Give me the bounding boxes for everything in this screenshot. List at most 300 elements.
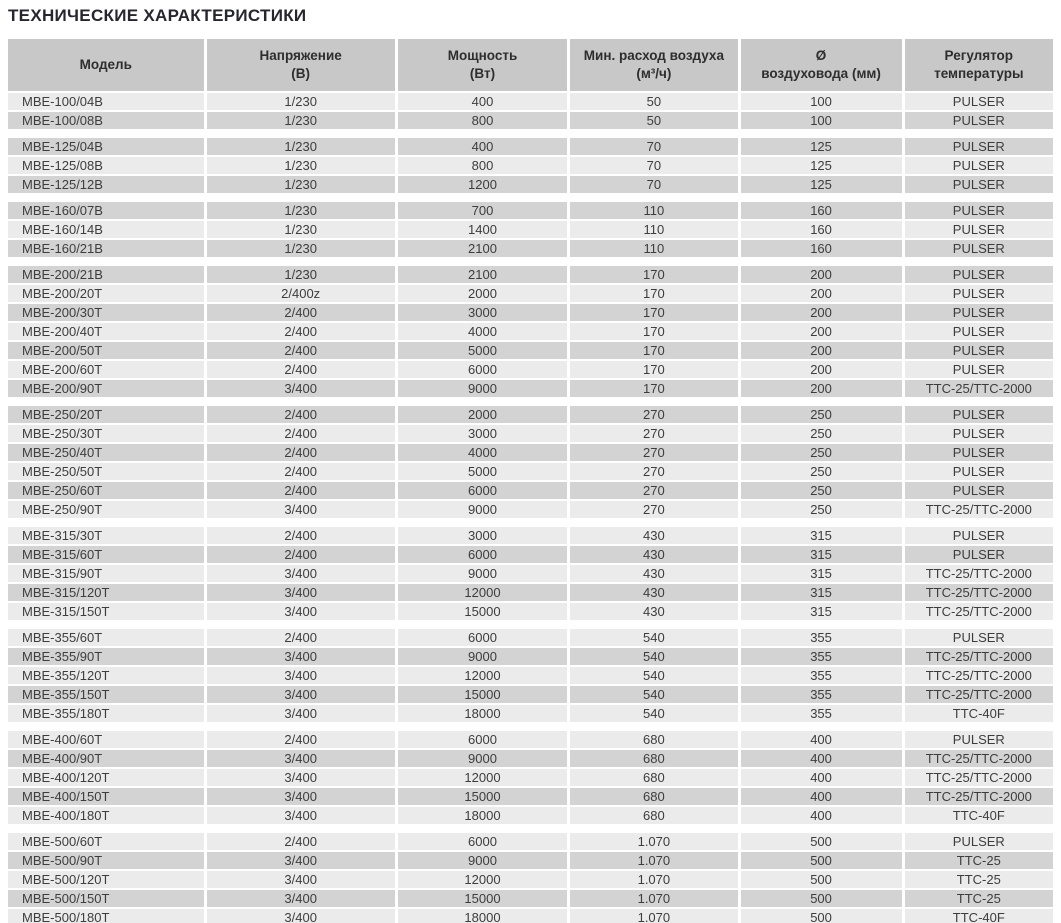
- group-separator: [8, 724, 1053, 731]
- group-separator: [8, 826, 1053, 833]
- table-row: [8, 527, 1053, 544]
- cell-power: 15000: [398, 788, 570, 805]
- cell-voltage: 2/400z: [207, 285, 398, 302]
- cell-duct-diameter: 400: [741, 769, 905, 786]
- cell-temp-regulator: PULSER: [905, 176, 1053, 193]
- cell-temp-regulator: TTC-25/TTC-2000: [905, 380, 1053, 397]
- cell-duct-diameter: 500: [741, 909, 905, 923]
- cell-power: 4000: [398, 444, 570, 461]
- cell-power: 4000: [398, 323, 570, 340]
- cell-model: MBE-400/90T: [8, 750, 207, 767]
- cell-power: 6000: [398, 361, 570, 378]
- table-row: [8, 852, 1053, 869]
- cell-model: MBE-250/50T: [8, 463, 207, 480]
- table-row: [8, 176, 1053, 193]
- cell-power: 5000: [398, 463, 570, 480]
- table-row: [8, 501, 1053, 518]
- table-row: [8, 603, 1053, 620]
- column-header-sublabel: (В): [291, 66, 311, 81]
- cell-model: MBE-250/20T: [8, 406, 207, 423]
- cell-model: MBE-160/14B: [8, 221, 207, 238]
- cell-model: MBE-200/50T: [8, 342, 207, 359]
- column-header-sublabel: (м³/ч): [636, 66, 672, 81]
- column-header-duct-diameter: [741, 39, 905, 91]
- cell-airflow: 270: [570, 444, 740, 461]
- cell-voltage: 1/230: [207, 221, 398, 238]
- cell-voltage: 2/400: [207, 304, 398, 321]
- cell-duct-diameter: 125: [741, 176, 905, 193]
- cell-voltage: 2/400: [207, 406, 398, 423]
- cell-airflow: 430: [570, 603, 740, 620]
- cell-voltage: 2/400: [207, 546, 398, 563]
- cell-temp-regulator: PULSER: [905, 425, 1053, 442]
- table-row: [8, 731, 1053, 748]
- group-separator: [8, 520, 1053, 527]
- cell-airflow: 430: [570, 527, 740, 544]
- cell-voltage: 3/400: [207, 788, 398, 805]
- cell-voltage: 3/400: [207, 667, 398, 684]
- cell-duct-diameter: 355: [741, 686, 905, 703]
- cell-model: MBE-500/60T: [8, 833, 207, 850]
- cell-duct-diameter: 100: [741, 112, 905, 129]
- cell-voltage: 3/400: [207, 852, 398, 869]
- cell-airflow: 170: [570, 342, 740, 359]
- cell-voltage: 2/400: [207, 629, 398, 646]
- table-row: [8, 871, 1053, 888]
- cell-airflow: 50: [570, 93, 740, 110]
- cell-duct-diameter: 200: [741, 266, 905, 283]
- cell-temp-regulator: PULSER: [905, 361, 1053, 378]
- cell-model: MBE-125/08B: [8, 157, 207, 174]
- cell-power: 9000: [398, 750, 570, 767]
- cell-duct-diameter: 400: [741, 807, 905, 824]
- cell-model: MBE-400/180T: [8, 807, 207, 824]
- cell-airflow: 270: [570, 482, 740, 499]
- cell-voltage: 2/400: [207, 482, 398, 499]
- cell-voltage: 3/400: [207, 501, 398, 518]
- cell-model: MBE-100/04B: [8, 93, 207, 110]
- cell-duct-diameter: 355: [741, 705, 905, 722]
- cell-model: MBE-315/90T: [8, 565, 207, 582]
- cell-temp-regulator: PULSER: [905, 444, 1053, 461]
- cell-duct-diameter: 250: [741, 425, 905, 442]
- column-header-airflow: [570, 39, 740, 91]
- cell-airflow: 680: [570, 769, 740, 786]
- cell-voltage: 1/230: [207, 266, 398, 283]
- cell-voltage: 3/400: [207, 380, 398, 397]
- cell-power: 2000: [398, 406, 570, 423]
- cell-duct-diameter: 400: [741, 750, 905, 767]
- cell-duct-diameter: 250: [741, 444, 905, 461]
- table-row: [8, 463, 1053, 480]
- cell-duct-diameter: 250: [741, 501, 905, 518]
- cell-power: 400: [398, 93, 570, 110]
- cell-airflow: 270: [570, 463, 740, 480]
- cell-airflow: 170: [570, 266, 740, 283]
- cell-temp-regulator: PULSER: [905, 527, 1053, 544]
- cell-airflow: 540: [570, 629, 740, 646]
- cell-power: 15000: [398, 603, 570, 620]
- cell-power: 18000: [398, 705, 570, 722]
- table-row: [8, 380, 1053, 397]
- cell-power: 9000: [398, 565, 570, 582]
- cell-voltage: 3/400: [207, 769, 398, 786]
- table-row: [8, 304, 1053, 321]
- cell-model: MBE-315/120T: [8, 584, 207, 601]
- cell-duct-diameter: 315: [741, 603, 905, 620]
- table-row: [8, 629, 1053, 646]
- cell-airflow: 170: [570, 361, 740, 378]
- table-row: [8, 890, 1053, 907]
- cell-airflow: 270: [570, 425, 740, 442]
- cell-temp-regulator: PULSER: [905, 546, 1053, 563]
- cell-power: 3000: [398, 304, 570, 321]
- cell-voltage: 1/230: [207, 93, 398, 110]
- cell-model: MBE-355/180T: [8, 705, 207, 722]
- cell-temp-regulator: PULSER: [905, 157, 1053, 174]
- table-row: [8, 444, 1053, 461]
- cell-duct-diameter: 100: [741, 93, 905, 110]
- cell-duct-diameter: 200: [741, 323, 905, 340]
- cell-model: MBE-400/120T: [8, 769, 207, 786]
- table-row: [8, 138, 1053, 155]
- page-title: ТЕХНИЧЕСКИЕ ХАРАКТЕРИСТИКИ: [8, 6, 307, 25]
- table-row: [8, 240, 1053, 257]
- cell-voltage: 2/400: [207, 425, 398, 442]
- cell-temp-regulator: PULSER: [905, 833, 1053, 850]
- cell-power: 6000: [398, 731, 570, 748]
- cell-model: MBE-100/08B: [8, 112, 207, 129]
- group-separator: [8, 622, 1053, 629]
- cell-power: 3000: [398, 425, 570, 442]
- cell-power: 1400: [398, 221, 570, 238]
- cell-duct-diameter: 125: [741, 138, 905, 155]
- cell-voltage: 3/400: [207, 686, 398, 703]
- cell-temp-regulator: TTC-25/TTC-2000: [905, 667, 1053, 684]
- table-row: [8, 406, 1053, 423]
- cell-airflow: 1.070: [570, 890, 740, 907]
- cell-model: MBE-200/90T: [8, 380, 207, 397]
- cell-airflow: 170: [570, 380, 740, 397]
- cell-airflow: 540: [570, 667, 740, 684]
- cell-temp-regulator: TTC-25/TTC-2000: [905, 750, 1053, 767]
- cell-temp-regulator: PULSER: [905, 323, 1053, 340]
- cell-airflow: 1.070: [570, 852, 740, 869]
- cell-temp-regulator: TTC-25/TTC-2000: [905, 501, 1053, 518]
- cell-duct-diameter: 355: [741, 648, 905, 665]
- cell-power: 6000: [398, 833, 570, 850]
- table-row: [8, 648, 1053, 665]
- table-header-row: [8, 39, 1053, 91]
- cell-temp-regulator: PULSER: [905, 266, 1053, 283]
- column-header-sublabel: (Вт): [469, 66, 496, 81]
- column-header-label: Ø: [815, 48, 827, 63]
- cell-duct-diameter: 315: [741, 527, 905, 544]
- table-row: [8, 266, 1053, 283]
- cell-model: MBE-200/21B: [8, 266, 207, 283]
- cell-temp-regulator: TTC-40F: [905, 807, 1053, 824]
- cell-model: MBE-200/40T: [8, 323, 207, 340]
- cell-power: 15000: [398, 686, 570, 703]
- table-row: [8, 157, 1053, 174]
- cell-temp-regulator: PULSER: [905, 304, 1053, 321]
- table-row: [8, 705, 1053, 722]
- cell-duct-diameter: 250: [741, 406, 905, 423]
- column-header-temp-regulator: [905, 39, 1053, 91]
- cell-temp-regulator: PULSER: [905, 342, 1053, 359]
- cell-power: 12000: [398, 871, 570, 888]
- table-row: [8, 342, 1053, 359]
- cell-voltage: 2/400: [207, 527, 398, 544]
- cell-voltage: 3/400: [207, 807, 398, 824]
- cell-power: 9000: [398, 501, 570, 518]
- column-header-sublabel: воздуховода (мм): [761, 66, 881, 81]
- cell-temp-regulator: PULSER: [905, 138, 1053, 155]
- cell-model: MBE-125/04B: [8, 138, 207, 155]
- cell-duct-diameter: 500: [741, 833, 905, 850]
- cell-power: 12000: [398, 584, 570, 601]
- cell-airflow: 680: [570, 750, 740, 767]
- cell-duct-diameter: 500: [741, 890, 905, 907]
- cell-model: MBE-250/30T: [8, 425, 207, 442]
- cell-voltage: 2/400: [207, 833, 398, 850]
- cell-voltage: 2/400: [207, 463, 398, 480]
- cell-duct-diameter: 500: [741, 852, 905, 869]
- cell-temp-regulator: TTC-25/TTC-2000: [905, 565, 1053, 582]
- cell-voltage: 2/400: [207, 361, 398, 378]
- cell-airflow: 430: [570, 565, 740, 582]
- cell-airflow: 170: [570, 323, 740, 340]
- cell-voltage: 1/230: [207, 240, 398, 257]
- cell-temp-regulator: TTC-25/TTC-2000: [905, 686, 1053, 703]
- table-row: [8, 425, 1053, 442]
- column-header-sublabel: температуры: [934, 66, 1024, 81]
- cell-duct-diameter: 500: [741, 871, 905, 888]
- table-row: [8, 686, 1053, 703]
- cell-airflow: 680: [570, 807, 740, 824]
- cell-duct-diameter: 160: [741, 202, 905, 219]
- cell-voltage: 2/400: [207, 444, 398, 461]
- cell-power: 18000: [398, 807, 570, 824]
- table-row: [8, 93, 1053, 110]
- table-row: [8, 584, 1053, 601]
- cell-model: MBE-400/60T: [8, 731, 207, 748]
- cell-duct-diameter: 200: [741, 285, 905, 302]
- table-row: [8, 565, 1053, 582]
- cell-airflow: 430: [570, 546, 740, 563]
- group-separator: [8, 131, 1053, 138]
- cell-power: 400: [398, 138, 570, 155]
- cell-model: MBE-355/60T: [8, 629, 207, 646]
- cell-voltage: 1/230: [207, 176, 398, 193]
- cell-duct-diameter: 125: [741, 157, 905, 174]
- cell-airflow: 170: [570, 285, 740, 302]
- cell-power: 3000: [398, 527, 570, 544]
- cell-temp-regulator: PULSER: [905, 482, 1053, 499]
- cell-model: MBE-200/60T: [8, 361, 207, 378]
- cell-temp-regulator: PULSER: [905, 112, 1053, 129]
- cell-airflow: 1.070: [570, 909, 740, 923]
- cell-airflow: 70: [570, 176, 740, 193]
- cell-voltage: 1/230: [207, 157, 398, 174]
- cell-model: MBE-400/150T: [8, 788, 207, 805]
- cell-duct-diameter: 315: [741, 565, 905, 582]
- cell-airflow: 270: [570, 406, 740, 423]
- cell-temp-regulator: TTC-40F: [905, 705, 1053, 722]
- cell-airflow: 70: [570, 157, 740, 174]
- cell-temp-regulator: PULSER: [905, 202, 1053, 219]
- column-header-label: Мощность: [447, 48, 518, 63]
- technical-specs-table: [8, 39, 1053, 923]
- column-header-label: Регулятор: [944, 48, 1014, 63]
- cell-airflow: 680: [570, 788, 740, 805]
- cell-temp-regulator: PULSER: [905, 463, 1053, 480]
- cell-power: 15000: [398, 890, 570, 907]
- column-header-label: Модель: [79, 57, 132, 72]
- cell-duct-diameter: 160: [741, 240, 905, 257]
- cell-voltage: 3/400: [207, 584, 398, 601]
- cell-duct-diameter: 400: [741, 788, 905, 805]
- cell-voltage: 1/230: [207, 202, 398, 219]
- table-row: [8, 833, 1053, 850]
- cell-power: 2100: [398, 266, 570, 283]
- cell-power: 9000: [398, 648, 570, 665]
- cell-power: 12000: [398, 667, 570, 684]
- cell-model: MBE-200/30T: [8, 304, 207, 321]
- cell-duct-diameter: 160: [741, 221, 905, 238]
- cell-airflow: 110: [570, 202, 740, 219]
- cell-airflow: 110: [570, 221, 740, 238]
- cell-temp-regulator: TTC-25: [905, 852, 1053, 869]
- column-header-label: Напряжение: [259, 48, 342, 63]
- cell-duct-diameter: 200: [741, 380, 905, 397]
- table-row: [8, 769, 1053, 786]
- cell-duct-diameter: 315: [741, 584, 905, 601]
- cell-temp-regulator: TTC-25/TTC-2000: [905, 584, 1053, 601]
- cell-model: MBE-200/20T: [8, 285, 207, 302]
- cell-voltage: 2/400: [207, 342, 398, 359]
- cell-voltage: 3/400: [207, 648, 398, 665]
- cell-voltage: 3/400: [207, 705, 398, 722]
- cell-temp-regulator: TTC-40F: [905, 909, 1053, 923]
- cell-model: MBE-315/150T: [8, 603, 207, 620]
- table-body: [8, 93, 1053, 923]
- cell-model: MBE-250/90T: [8, 501, 207, 518]
- table-row: [8, 788, 1053, 805]
- cell-model: MBE-500/150T: [8, 890, 207, 907]
- cell-temp-regulator: TTC-25/TTC-2000: [905, 603, 1053, 620]
- cell-voltage: 3/400: [207, 909, 398, 923]
- cell-temp-regulator: PULSER: [905, 221, 1053, 238]
- cell-voltage: 1/230: [207, 112, 398, 129]
- cell-airflow: 170: [570, 304, 740, 321]
- cell-airflow: 1.070: [570, 871, 740, 888]
- cell-model: MBE-355/120T: [8, 667, 207, 684]
- cell-power: 12000: [398, 769, 570, 786]
- cell-duct-diameter: 250: [741, 463, 905, 480]
- column-header-voltage: [207, 39, 398, 91]
- cell-power: 6000: [398, 482, 570, 499]
- column-header-model: [8, 39, 207, 91]
- table-row: [8, 285, 1053, 302]
- cell-duct-diameter: 200: [741, 342, 905, 359]
- table-row: [8, 202, 1053, 219]
- cell-power: 800: [398, 112, 570, 129]
- cell-airflow: 50: [570, 112, 740, 129]
- cell-airflow: 70: [570, 138, 740, 155]
- cell-voltage: 3/400: [207, 603, 398, 620]
- cell-airflow: 430: [570, 584, 740, 601]
- table-row: [8, 546, 1053, 563]
- cell-voltage: 3/400: [207, 871, 398, 888]
- cell-model: MBE-315/30T: [8, 527, 207, 544]
- cell-airflow: 540: [570, 648, 740, 665]
- cell-model: MBE-500/180T: [8, 909, 207, 923]
- cell-power: 2000: [398, 285, 570, 302]
- cell-power: 1200: [398, 176, 570, 193]
- cell-model: MBE-500/120T: [8, 871, 207, 888]
- cell-duct-diameter: 250: [741, 482, 905, 499]
- cell-temp-regulator: TTC-25/TTC-2000: [905, 769, 1053, 786]
- cell-power: 6000: [398, 629, 570, 646]
- cell-power: 800: [398, 157, 570, 174]
- table-row: [8, 221, 1053, 238]
- cell-temp-regulator: TTC-25: [905, 890, 1053, 907]
- cell-power: 9000: [398, 380, 570, 397]
- cell-model: MBE-160/07B: [8, 202, 207, 219]
- cell-duct-diameter: 200: [741, 304, 905, 321]
- cell-voltage: 2/400: [207, 323, 398, 340]
- cell-temp-regulator: PULSER: [905, 285, 1053, 302]
- cell-model: MBE-355/90T: [8, 648, 207, 665]
- cell-airflow: 110: [570, 240, 740, 257]
- column-header-power: [398, 39, 570, 91]
- table-row: [8, 807, 1053, 824]
- column-header-label: Мин. расход воздуха: [583, 48, 724, 63]
- cell-temp-regulator: PULSER: [905, 240, 1053, 257]
- cell-model: MBE-250/60T: [8, 482, 207, 499]
- cell-duct-diameter: 200: [741, 361, 905, 378]
- cell-power: 6000: [398, 546, 570, 563]
- cell-duct-diameter: 355: [741, 667, 905, 684]
- cell-airflow: 1.070: [570, 833, 740, 850]
- table-row: [8, 361, 1053, 378]
- cell-voltage: 3/400: [207, 750, 398, 767]
- cell-power: 2100: [398, 240, 570, 257]
- cell-temp-regulator: PULSER: [905, 731, 1053, 748]
- cell-model: MBE-315/60T: [8, 546, 207, 563]
- cell-duct-diameter: 400: [741, 731, 905, 748]
- cell-airflow: 270: [570, 501, 740, 518]
- cell-temp-regulator: TTC-25/TTC-2000: [905, 788, 1053, 805]
- cell-temp-regulator: PULSER: [905, 93, 1053, 110]
- table-row: [8, 482, 1053, 499]
- group-separator: [8, 195, 1053, 202]
- cell-temp-regulator: PULSER: [905, 629, 1053, 646]
- cell-temp-regulator: PULSER: [905, 406, 1053, 423]
- cell-power: 5000: [398, 342, 570, 359]
- cell-airflow: 540: [570, 705, 740, 722]
- cell-voltage: 3/400: [207, 890, 398, 907]
- cell-voltage: 1/230: [207, 138, 398, 155]
- cell-airflow: 540: [570, 686, 740, 703]
- group-separator: [8, 399, 1053, 406]
- cell-duct-diameter: 355: [741, 629, 905, 646]
- cell-voltage: 2/400: [207, 731, 398, 748]
- cell-model: MBE-355/150T: [8, 686, 207, 703]
- cell-voltage: 3/400: [207, 565, 398, 582]
- cell-duct-diameter: 315: [741, 546, 905, 563]
